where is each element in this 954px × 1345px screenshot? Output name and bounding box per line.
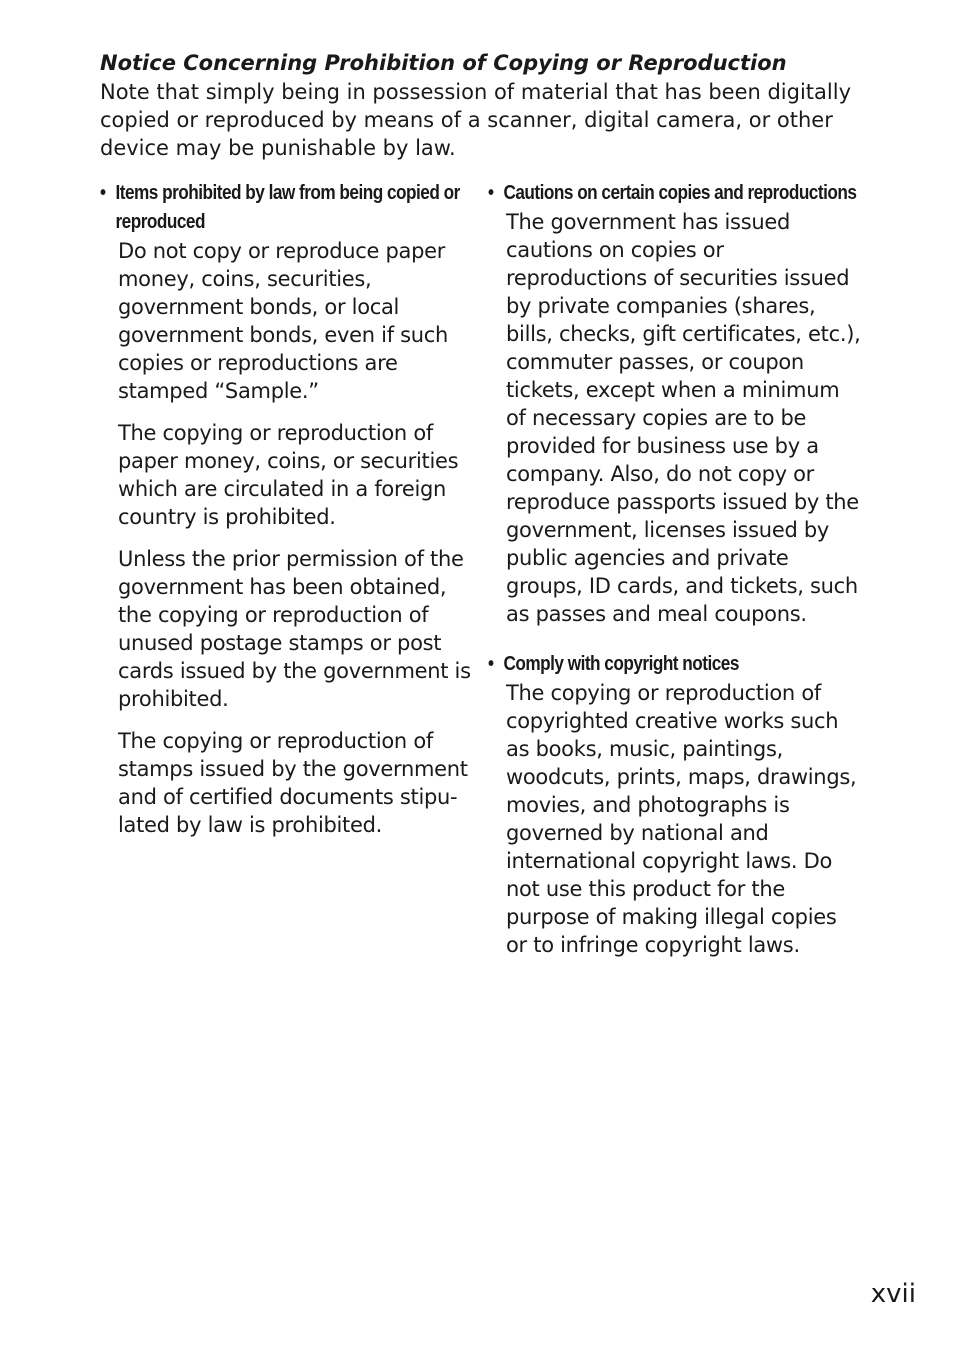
list-item xyxy=(488,650,862,959)
item-heading-text: Comply with copyright notices xyxy=(503,653,739,675)
item-paragraph: Do not copy or reproduce paper money, coins, securities, government bonds, or local government bonds, even if such copies or reproductions are stamped “Sample.” xyxy=(118,239,449,403)
page-number: xvii xyxy=(870,1279,916,1309)
item-heading xyxy=(100,179,477,237)
bullet-icon: • xyxy=(488,653,494,675)
left-column xyxy=(100,179,472,853)
right-column xyxy=(488,179,862,973)
bullet-icon: • xyxy=(488,182,494,204)
item-heading-text: Items prohibited by law from being copied or reproduced xyxy=(115,182,460,233)
list-item xyxy=(100,179,472,839)
item-paragraph: The copying or reproduction of copyrighted creative works such as books, music, paintings, woodcuts, prints, maps, drawings, movies, and photographs is governed by national and international copyright laws. Do not use this product for the purpose of making illegal copies or to infringe copyright laws. xyxy=(506,681,857,957)
notice-body: Note that simply being in possession of material that has been digitally copied or reproduced by means of a scanner, digital camera, or other device may be punishable by law. xyxy=(100,80,851,160)
item-paragraph: Unless the prior permission of the government has been obtained, the copying or reproduction of unused postage stamps or post cards issued by the government is prohibited. xyxy=(118,547,471,711)
item-paragraph: The copying or reproduction of stamps issued by the government and of certified documents stipu-lated by law is prohibited. xyxy=(118,729,468,837)
item-paragraph: The government has issued cautions on copies or reproductions of securities issued by private companies (shares, bills, checks, gift certificates, etc.), commuter passes, or coupon tickets, except when a minimum of necessary copies are to be provided for business use by a company. Also, do not copy or reproduce passports issued by the government, licenses issued by public agencies and private groups, ID cards, and tickets, such as passes and meal coupons. xyxy=(506,210,861,626)
item-heading xyxy=(488,179,865,208)
list-item xyxy=(488,179,862,628)
notice-title: Notice Concerning Prohibition of Copying or Reproduction xyxy=(100,51,787,75)
item-heading xyxy=(488,650,865,679)
bullet-icon: • xyxy=(100,182,106,204)
item-heading-text: Cautions on certain copies and reproductions xyxy=(503,182,857,204)
item-paragraph: The copying or reproduction of paper money, coins, or securities which are circulated in a foreign country is prohibited. xyxy=(118,421,459,529)
